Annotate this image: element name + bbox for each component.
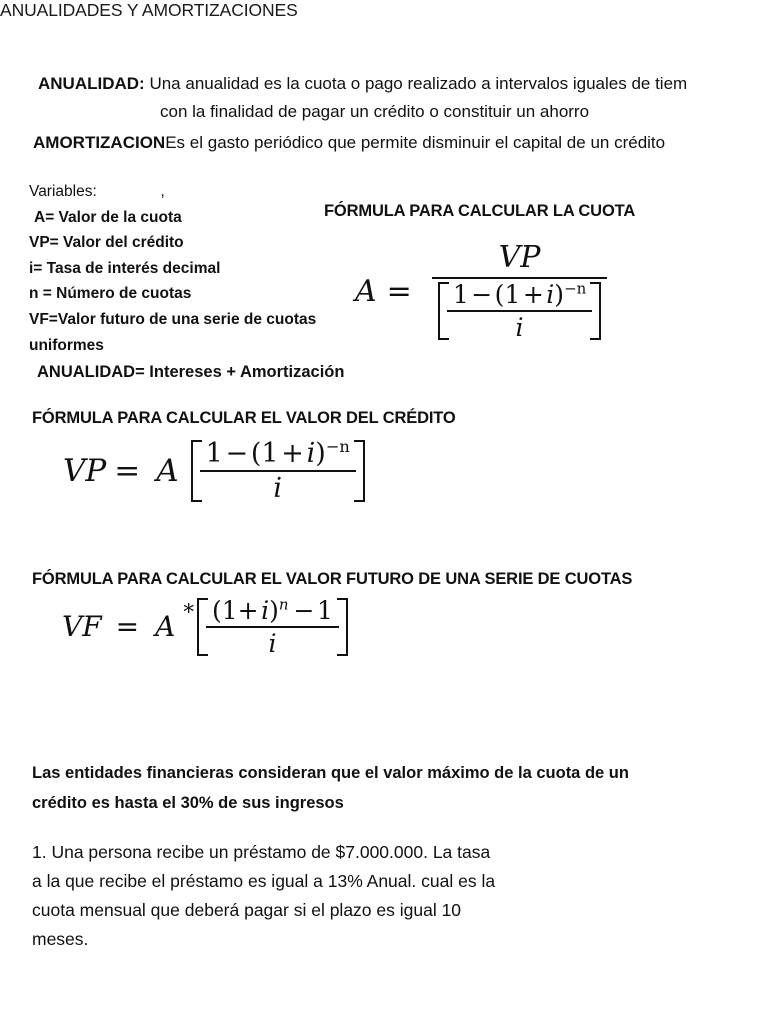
variable-item-a: A= Valor de la cuota [34,208,182,226]
num-one-b: 1 [504,280,521,309]
exercise-line-3: cuota mensual que deberá pagar si el plazo es igual 10 [32,900,462,920]
paren-close: ) [554,280,565,309]
var-i: i [546,280,555,309]
formula-credito-factor: A [156,452,179,489]
definition-annuity-term: ANUALIDAD: [38,74,145,93]
definition-annuity-line1 [38,70,687,98]
exercise-line-4: meses. [32,929,89,949]
heading-formula-credito: FÓRMULA PARA CALCULAR EL VALOR DEL CRÉDITO [32,409,456,427]
heading-formula-cuota: FÓRMULA PARA CALCULAR LA CUOTA [324,202,636,220]
variables-block [29,179,359,386]
variable-item-vf: VF=Valor futuro de una serie de cuotas [29,310,317,328]
definition-annuity-text1: Una anualidad es la cuota o pago realizado a intervalos iguales de tiem [149,74,688,93]
minus-sign: − [225,438,249,469]
exponent-neg-n: −n [325,437,350,456]
formula-credito-lhs: VP [63,452,107,489]
formula-cuota-denominator [432,279,607,340]
variables-heading-row [29,179,359,205]
exponent-n: n [278,595,289,614]
formula-futuro-equals: = [115,610,140,643]
variable-item-vf-cont: uniformes [29,336,104,354]
variables-heading: Variables: [29,183,97,200]
trailing-one: 1 [317,596,333,625]
plus-sign: + [281,438,304,469]
annuity-equation: ANUALIDAD= Intereses + Amortización [37,363,345,382]
formula-cuota-fraction [432,240,607,342]
formula-cuota-inner-denominator: i [515,313,524,342]
formula-credito [63,437,365,504]
formula-credito-numerator [200,437,356,470]
num-one-b: 1 [261,438,279,469]
exercise-block [32,838,632,954]
var-i: i [306,438,316,469]
definition-amortization-text: Es el gasto periódico que permite disminuir el capital de un crédito [165,133,666,152]
definition-amortization [33,129,665,157]
formula-cuota-lhs: A [355,273,377,309]
num-one: 1 [221,596,238,625]
paren-open: ( [211,596,222,625]
variable-item-vp: VP= Valor del crédito [29,234,184,252]
formula-futuro-denominator: i [268,629,277,658]
exponent-neg-n: −n [564,279,587,298]
formula-futuro-lhs: VF [62,610,102,643]
formula-cuota-equals: = [386,273,412,309]
plus-sign: + [522,280,544,309]
formula-futuro-bracket [197,595,348,658]
formula-credito-equals: = [114,452,141,489]
formula-futuro-times: * [183,599,194,625]
exercise-line-2: a la que recibe el préstamo es igual a 13% Anual. cual es la [32,871,496,891]
paren-close: ) [269,596,279,625]
paren-open: ( [250,438,262,469]
formula-credito-bracket [191,437,365,504]
heading-formula-futuro: FÓRMULA PARA CALCULAR EL VALOR FUTURO DE UNA SERIE DE CUOTAS [32,570,633,588]
exercise-line-1: 1. Una persona recibe un préstamo de $7.000.000. La tasa [32,842,491,862]
formula-cuota-bracket [438,279,601,342]
formula-futuro-factor: A [155,610,176,643]
minus-sign: − [293,596,315,625]
paren-close: ) [315,438,326,469]
num-one-a: 1 [452,280,469,309]
formula-cuota-numerator: VP [498,240,541,275]
formula-futuro [62,595,348,658]
definition-amortization-term: AMORTIZACION [33,133,166,152]
formula-cuota-inner-fraction [447,279,592,342]
minus-sign: − [471,280,493,309]
formula-credito-fraction [200,437,356,504]
plus-sign: + [237,596,259,625]
formula-futuro-fraction [206,595,339,658]
paren-open: ( [494,280,505,309]
var-i: i [261,596,270,625]
definition-annuity-line2: con la finalidad de pagar un crédito o constituir un ahorro [160,102,590,121]
note-max-quota-rule: Las entidades financieras consideran que el valor máximo de la cuota de un crédito es hasta el 30% de sus ingresos [32,764,629,812]
page-title: ANUALIDADES Y AMORTIZACIONES [0,0,298,20]
variables-stray-mark: , [160,183,165,200]
variable-item-n: n = Número de cuotas [29,285,192,303]
formula-futuro-numerator [206,595,339,626]
num-one-a: 1 [205,438,223,469]
variable-item-i: i= Tasa de interés decimal [29,259,221,277]
formula-cuota [355,240,607,342]
formula-credito-denominator: i [273,473,283,504]
formula-cuota-inner-numerator [447,279,592,310]
